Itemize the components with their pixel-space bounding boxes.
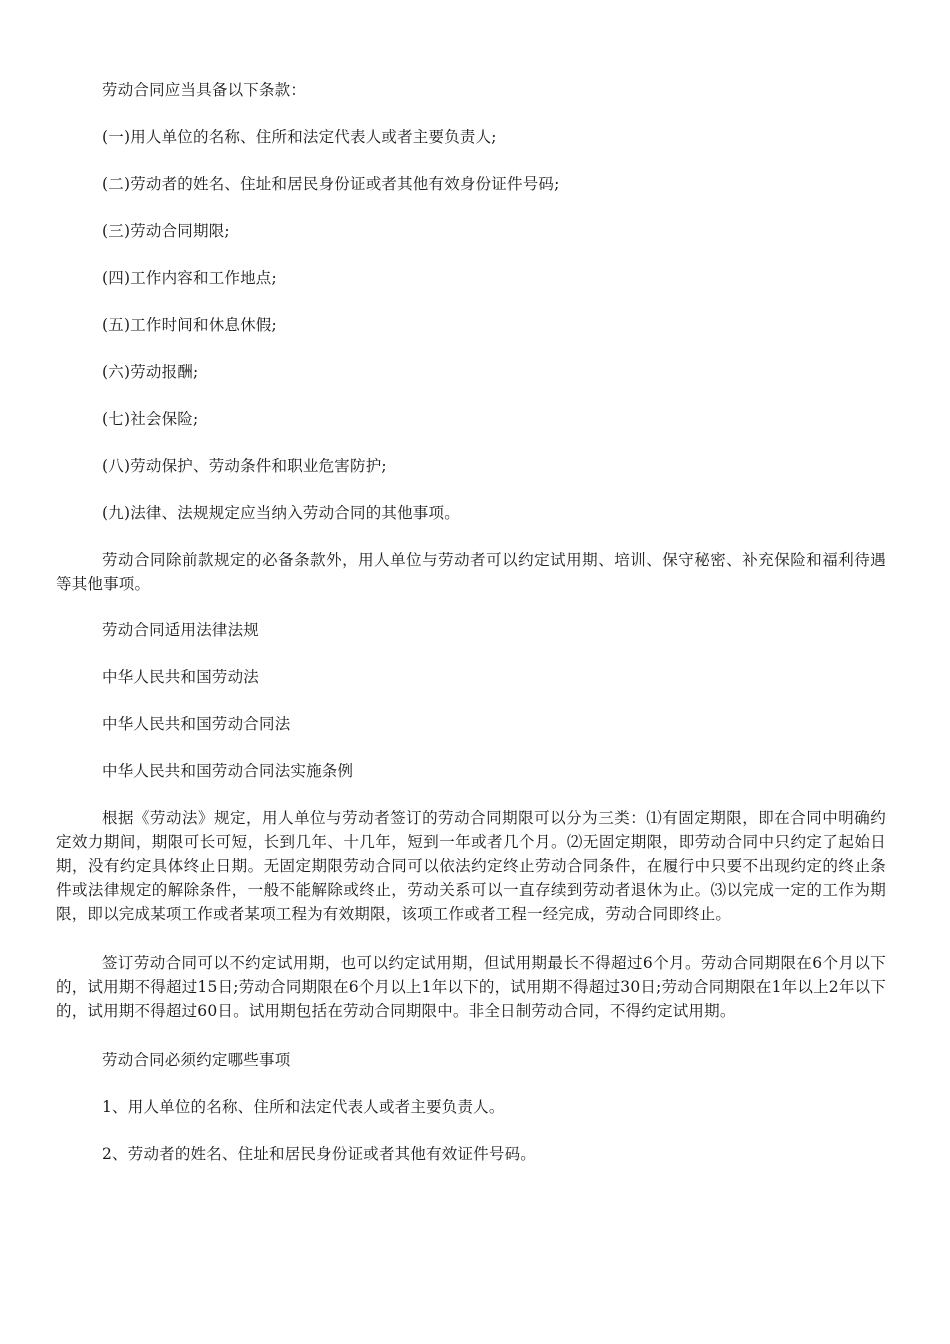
contract-term-types-paragraph: 根据《劳动法》规定，用人单位与劳动者签订的劳动合同期限可以分为三类：⑴有固定期限，即在合同中明确约定效力期间，期限可长可短，长到几年、十几年，短到一年或者几个月。⑵无固定期限，即劳动合同中只约定了起始日期，没有约定具体终止日期。无固定期限劳动合同可以依法约定终止劳动合同条件，在履行中只要不出现约定的终止条件或法律规定的解除条件，一般不能解除或终止，劳动关系可以一直存续到劳动者退休为止。⑶以完成一定的工作为期限，即以完成某项工作或者某项工程为有效期限，该项工作或者工程一经完成，劳动合同即终止。 (56, 809, 886, 923)
clause-2: (二)劳动者的姓名、住址和居民身份证或者其他有效身份证件号码; (102, 175, 560, 193)
clause-8: (八)劳动保护、劳动条件和职业危害防护; (102, 457, 387, 475)
clause-7: (七)社会保险; (102, 410, 199, 428)
optional-clauses-paragraph: 劳动合同除前款规定的必备条款外，用人单位与劳动者可以约定试用期、培训、保守秘密、补充保险和福利待遇等其他事项。 (56, 551, 886, 593)
law-item-implementing-regulations: 中华人民共和国劳动合同法实施条例 (102, 762, 354, 780)
clause-6: (六)劳动报酬; (102, 363, 199, 381)
probation-period-paragraph: 签订劳动合同可以不约定试用期，也可以约定试用期，但试用期最长不得超过6个月。劳动合同期限在6个月以下的，试用期不得超过15日;劳动合同期限在6个月以上1年以下的，试用期不得超过30日;劳动合同期限在1年以上2年以下的，试用期不得超过60日。试用期包括在劳动合同期限中。非全日制劳动合同，不得约定试用期。 (56, 954, 886, 1020)
required-item-2: 2、劳动者的姓名、住址和居民身份证或者其他有效证件号码。 (102, 1145, 536, 1163)
law-item-labor-law: 中华人民共和国劳动法 (102, 668, 260, 686)
clause-3: (三)劳动合同期限; (102, 222, 230, 240)
section-heading-required-items: 劳动合同必须约定哪些事项 (102, 1051, 291, 1069)
clause-1: (一)用人单位的名称、住所和法定代表人或者主要负责人; (102, 128, 497, 146)
clause-4: (四)工作内容和工作地点; (102, 269, 277, 287)
required-item-1: 1、用人单位的名称、住所和法定代表人或者主要负责人。 (102, 1098, 505, 1116)
section-heading-applicable-laws: 劳动合同适用法律法规 (102, 621, 260, 639)
clause-9: (九)法律、法规规定应当纳入劳动合同的其他事项。 (102, 504, 460, 522)
clauses-intro: 劳动合同应当具备以下条款： (102, 81, 307, 99)
law-item-labor-contract-law: 中华人民共和国劳动合同法 (102, 715, 291, 733)
document-page (56, 78, 886, 1189)
clause-5: (五)工作时间和休息休假; (102, 316, 277, 334)
